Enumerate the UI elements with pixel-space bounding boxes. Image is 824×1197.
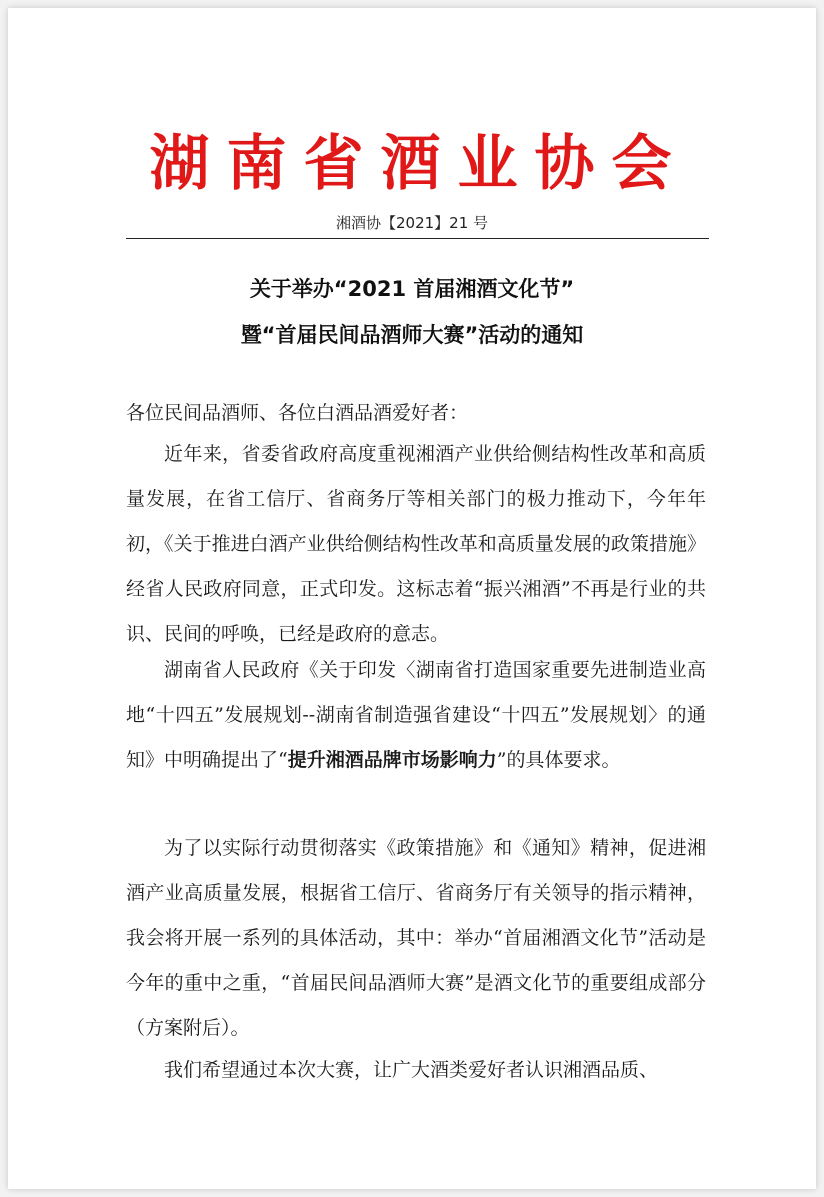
document-title-line-2: 暨“首届民间品酒师大赛”活动的通知 xyxy=(240,323,584,347)
paragraph-1-text: 近年来，省委省政府高度重视湘酒产业供给侧结构性改革和高质量发展，在省工信厅、省商务厅等相关部门的极力推动下，今年年初，《关于推进白酒产业供给侧结构性改革和高质量发展的政策措施》经省人民政府同意，正式印发。这标志着“振兴湘酒”不再是行业的共识、民间的呼唤，已经是政府的意志。 xyxy=(126,443,706,645)
paragraph-1 xyxy=(126,432,706,657)
paragraph-3 xyxy=(126,826,706,1051)
paragraph-2 xyxy=(126,648,706,783)
paragraph-2-emphasis: 提升湘酒品牌市场影响力 xyxy=(287,749,497,771)
header-divider xyxy=(126,238,709,239)
document-title-line-1: 关于举办“2021 首届湘酒文化节” xyxy=(249,277,575,301)
paragraph-2-text xyxy=(126,648,706,783)
document-number: 湘酒协【2021】21 号 xyxy=(335,214,489,232)
paragraph-3-text: 为了以实际行动贯彻落实《政策措施》和《通知》精神，促进湘酒产业高质量发展，根据省工信厅、省商务厅有关领导的指示精神，我会将开展一系列的具体活动，其中：举办“首届湘酒文化节”活动是今年的重中之重，“首届民间品酒师大赛”是酒文化节的重要组成部分（方案附后）。 xyxy=(126,837,706,1039)
paragraph-2-tail: ”的具体要求。 xyxy=(496,749,621,771)
paragraph-4 xyxy=(126,1048,706,1093)
salutation: 各位民间品酒师、各位白酒品酒爱好者： xyxy=(126,402,469,424)
organization-masthead: 湖南省酒业协会 xyxy=(149,129,689,199)
document-page xyxy=(8,8,816,1189)
paragraph-4-text: 我们希望通过本次大赛，让广大酒类爱好者认识湘酒品质、 xyxy=(164,1059,659,1081)
paragraph-2-lead: 湖南省人民政府《关于印发〈湖南省打造国家重要先进制造业高地“十四五”发展规划--湖南省制造强省建设“十四五”发展规划〉的通知》中明确提出了“ xyxy=(126,659,706,771)
